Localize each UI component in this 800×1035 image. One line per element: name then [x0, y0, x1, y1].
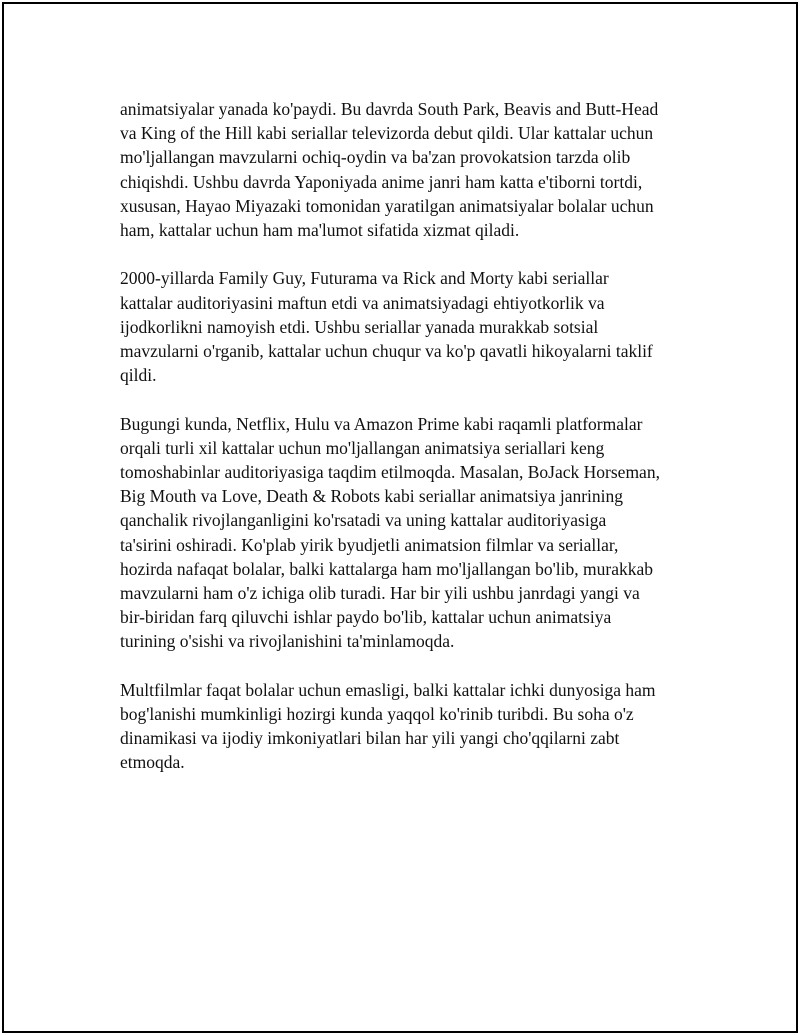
- paragraph-4: Multfilmlar faqat bolalar uchun emasligi, balki kattalar ichki dunyosiga ham bog'lanishi mumkinligi hozirgi kunda yaqqol ko'rinib turibdi. Bu soha o'z dinamikasi va ijodiy imkoniyatlari bilan har yili yangi cho'qqilarni zabt etmoqda.: [120, 679, 656, 773]
- document-page: [2, 2, 798, 1033]
- document-body: [120, 97, 700, 799]
- paragraph-1: animatsiyalar yanada ko'paydi. Bu davrda South Park, Beavis and Butt-Head va King of the Hill kabi seriallar televizorda debut qildi. Ular kattalar uchun mo'ljallangan mavzularni ochiq-oydin va ba'zan provokatsion tarzda olib chiqishdi. Ushbu davrda Yaponiyada anime janri ham katta e'tiborni tortdi, xususan, Hayao Miyazaki tomonidan yaratilgan animatsiyalar bolalar uchun ham, kattalar uchun ham ma'lumot sifatida xizmat qiladi.: [120, 99, 659, 241]
- paragraph-3: Bugungi kunda, Netflix, Hulu va Amazon Prime kabi raqamli platformalar orqali turli xil kattalar uchun mo'ljallangan animatsiya seriallari keng tomoshabinlar auditoriyasiga taqdim etilmoqda. Masalan, BoJack Horseman, Big Mouth va Love, Death & Robots kabi seriallar animatsiya janrining qanchalik rivojlanganligini ko'rsatadi va uning kattalar auditoriyasiga ta'sirini oshiradi. Ko'plab yirik byudjetli animatsion filmlar va seriallar, hozirda nafaqat bolalar, balki kattalarga ham mo'ljallangan bo'lib, murakkab mavzularni ham o'z ichiga olib turadi. Har bir yili ushbu janrdagi yangi va bir-biridan farq qiluvchi ishlar paydo bo'lib, kattalar uchun animatsiya turining o'sishi va rivojlanishini ta'minlamoqda.: [120, 413, 660, 652]
- paragraph-2: 2000-yillarda Family Guy, Futurama va Rick and Morty kabi seriallar kattalar auditoriyasini maftun etdi va animatsiyadagi ehtiyotkorlik va ijodkorlikni namoyish etdi. Ushbu seriallar yanada murakkab sotsial mavzularni o'rganib, kattalar uchun chuqur va ko'p qavatli hikoyalarni taklif qildi.: [120, 268, 653, 386]
